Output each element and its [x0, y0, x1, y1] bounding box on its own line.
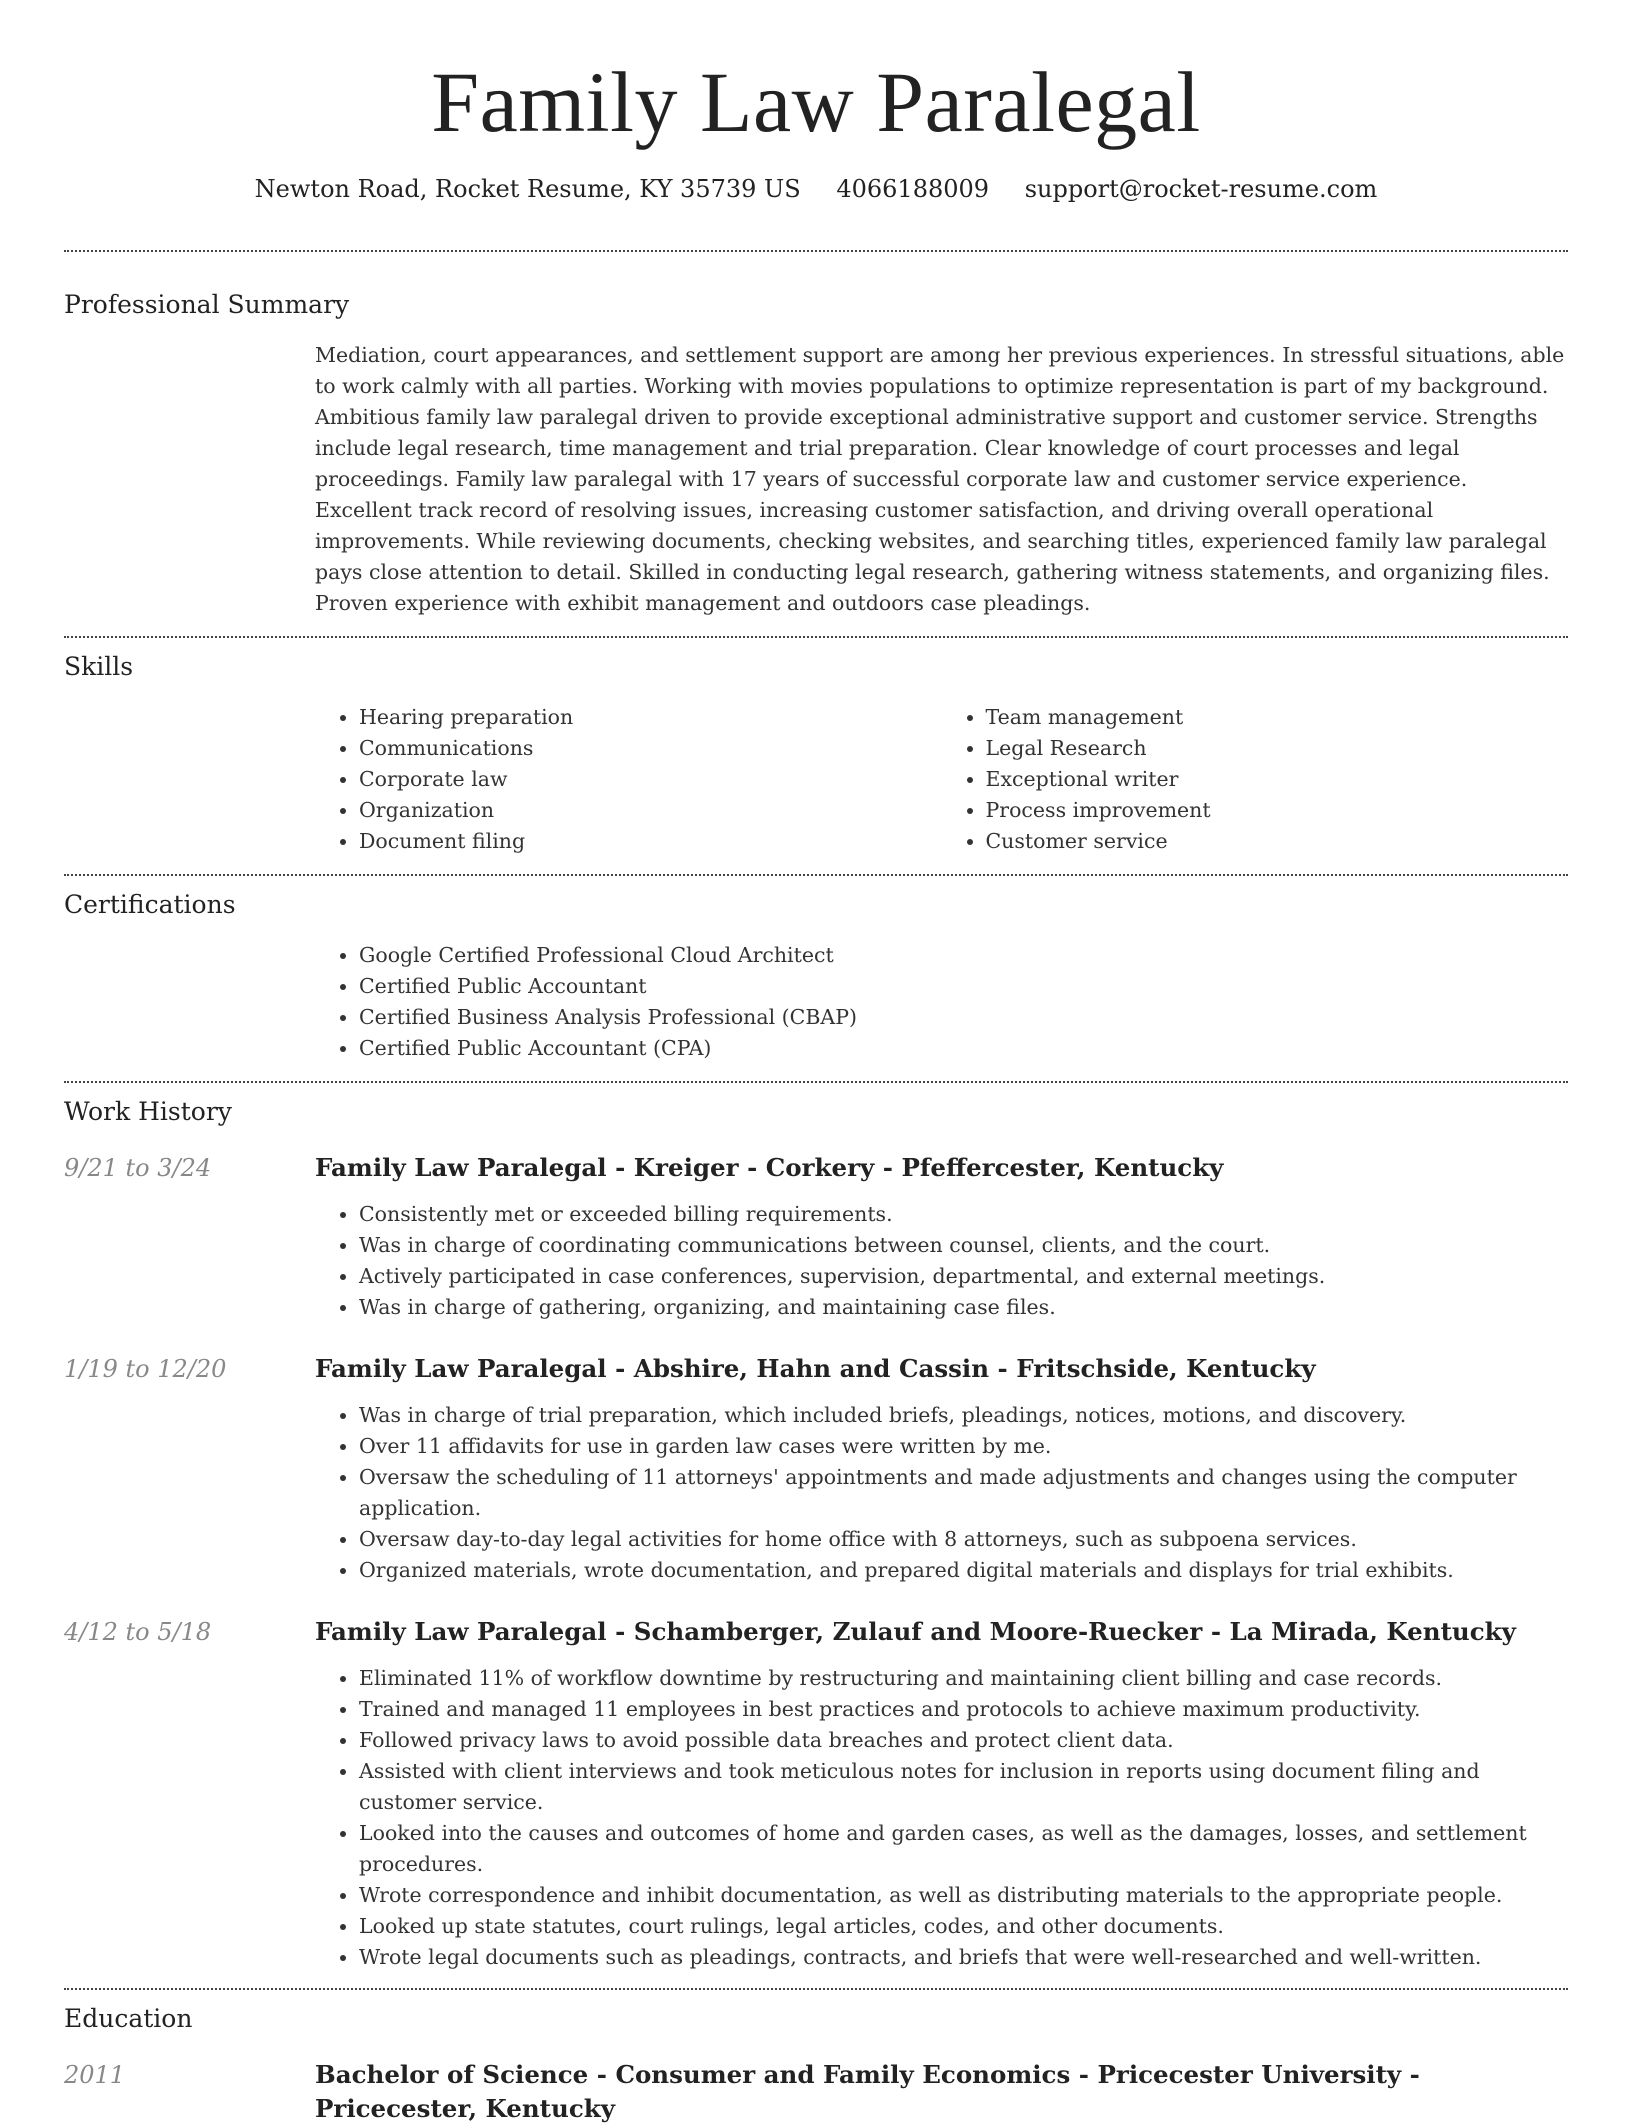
job-bullet: • Trained and managed 11 employees in best practices and protocols to achieve maximum productivity. [359, 1694, 1568, 1725]
job-entry [64, 1615, 1568, 1988]
certification-item: • Certified Business Analysis Professional (CBAP) [359, 1002, 1568, 1033]
job-date: 4/12 to 5/18 [64, 1618, 212, 1646]
section-title-work-history: Work History [64, 1097, 232, 1126]
job-bullets [315, 1663, 1568, 1973]
job-body [315, 1151, 1568, 1323]
skill-item: • Customer service [986, 826, 1569, 857]
job-bullets [315, 1199, 1568, 1323]
job-body [315, 1352, 1568, 1586]
job-bullets [315, 1400, 1568, 1586]
skill-item: • Legal Research [986, 733, 1569, 764]
summary-content [315, 340, 1568, 636]
certification-item: • Certified Public Accountant (CPA) [359, 1033, 1568, 1064]
job-bullet: • Actively participated in case conferences, supervision, departmental, and external meetings. [359, 1261, 1568, 1292]
skills-column-left [315, 702, 942, 857]
job-date: 1/19 to 12/20 [64, 1355, 227, 1383]
job-title: Family Law Paralegal - Schamberger, Zulauf and Moore-Ruecker - La Mirada, Kentucky [315, 1617, 1516, 1646]
skill-item: • Exceptional writer [986, 764, 1569, 795]
certification-item: • Certified Public Accountant [359, 971, 1568, 1002]
section-title-skills: Skills [64, 652, 134, 681]
section-title-education: Education [64, 2004, 193, 2033]
skill-item: • Corporate law [359, 764, 942, 795]
skill-item: • Document filing [359, 826, 942, 857]
education-date: 2011 [64, 2061, 126, 2089]
summary-text: Mediation, court appearances, and settlement support are among her previous experiences. In stressful situations, able to work calmly with all parties. Working with movies populations to optimize representation is part of my background. Ambitious family law paralegal driven to provide exceptional administrative support and customer service. Strengths include legal research, time management and trial preparation. Clear knowledge of court processes and legal proceedings. Family law paralegal with 17 years of successful corporate law and customer service experience. Excellent track record of resolving issues, increasing customer satisfaction, and driving overall operational improvements. While reviewing documents, checking websites, and searching titles, experienced family law paralegal pays close attention to detail. Skilled in conducting legal research, gathering witness statements, and organizing files. Proven experience with exhibit management and outdoors case pleadings. [315, 343, 1565, 615]
education-section [64, 1990, 1568, 2126]
job-bullet: • Looked into the causes and outcomes of home and garden cases, as well as the damages, losses, and settlement procedures. [359, 1818, 1568, 1880]
job-bullet: • Assisted with client interviews and took meticulous notes for inclusion in reports using document filing and customer service. [359, 1756, 1568, 1818]
skill-item: • Communications [359, 733, 942, 764]
job-body [315, 1615, 1568, 1973]
skill-item: • Team management [986, 702, 1569, 733]
job-entry [64, 1352, 1568, 1586]
skills-column-right [942, 702, 1569, 857]
education-entry [64, 2058, 1568, 2126]
job-bullet: • Over 11 affidavits for use in garden law cases were written by me. [359, 1431, 1568, 1462]
job-bullet: • Followed privacy laws to avoid possible data breaches and protect client data. [359, 1725, 1568, 1756]
job-bullet: • Was in charge of gathering, organizing, and maintaining case files. [359, 1292, 1568, 1323]
education-body [315, 2058, 1568, 2126]
job-bullet: • Oversaw the scheduling of 11 attorneys' appointments and made adjustments and changes using the computer application. [359, 1462, 1568, 1524]
job-title: Family Law Paralegal - Kreiger - Corkery - Pfeffercester, Kentucky [315, 1153, 1224, 1182]
contact-address: Newton Road, Rocket Resume, KY 35739 US [254, 175, 801, 203]
job-bullet: • Oversaw day-to-day legal activities for home office with 8 attorneys, such as subpoena services. [359, 1524, 1568, 1555]
job-bullet: • Looked up state statutes, court rulings, legal articles, codes, and other documents. [359, 1911, 1568, 1942]
work-history-section [64, 1083, 1568, 1988]
contact-phone: 4066188009 [836, 175, 990, 203]
summary-section [64, 252, 1568, 636]
education-title: Bachelor of Science - Consumer and Family Economics - Pricecester University - Pricecester, Kentucky [315, 2060, 1420, 2123]
job-entry [64, 1151, 1568, 1323]
job-bullet: • Wrote legal documents such as pleadings, contracts, and briefs that were well-researched and well-written. [359, 1942, 1568, 1973]
job-bullet: • Was in charge of coordinating communications between counsel, clients, and the court. [359, 1230, 1568, 1261]
certifications-content [315, 940, 1568, 1081]
contact-line [64, 172, 1568, 206]
job-bullet: • Organized materials, wrote documentation, and prepared digital materials and displays for trial exhibits. [359, 1555, 1568, 1586]
skill-item: • Process improvement [986, 795, 1569, 826]
job-bullet: • Wrote correspondence and inhibit documentation, as well as distributing materials to the appropriate people. [359, 1880, 1568, 1911]
contact-email: support@rocket-resume.com [1024, 175, 1378, 203]
job-bullet: • Consistently met or exceeded billing requirements. [359, 1199, 1568, 1230]
resume-name: Family Law Paralegal [431, 54, 1201, 150]
resume-page [64, 0, 1568, 2126]
certifications-section [64, 876, 1568, 1081]
job-date: 9/21 to 3/24 [64, 1154, 212, 1182]
skills-section [64, 638, 1568, 874]
certification-item: • Google Certified Professional Cloud Architect [359, 940, 1568, 971]
skills-grid [315, 702, 1568, 874]
job-bullet: • Eliminated 11% of workflow downtime by restructuring and maintaining client billing and case records. [359, 1663, 1568, 1694]
section-title-summary: Professional Summary [64, 290, 350, 319]
skill-item: • Organization [359, 795, 942, 826]
section-title-certifications: Certifications [64, 890, 236, 919]
certifications-list [315, 940, 1568, 1064]
skill-item: • Hearing preparation [359, 702, 942, 733]
job-bullet: • Was in charge of trial preparation, which included briefs, pleadings, notices, motions, and discovery. [359, 1400, 1568, 1431]
job-title: Family Law Paralegal - Abshire, Hahn and Cassin - Fritschside, Kentucky [315, 1354, 1316, 1383]
